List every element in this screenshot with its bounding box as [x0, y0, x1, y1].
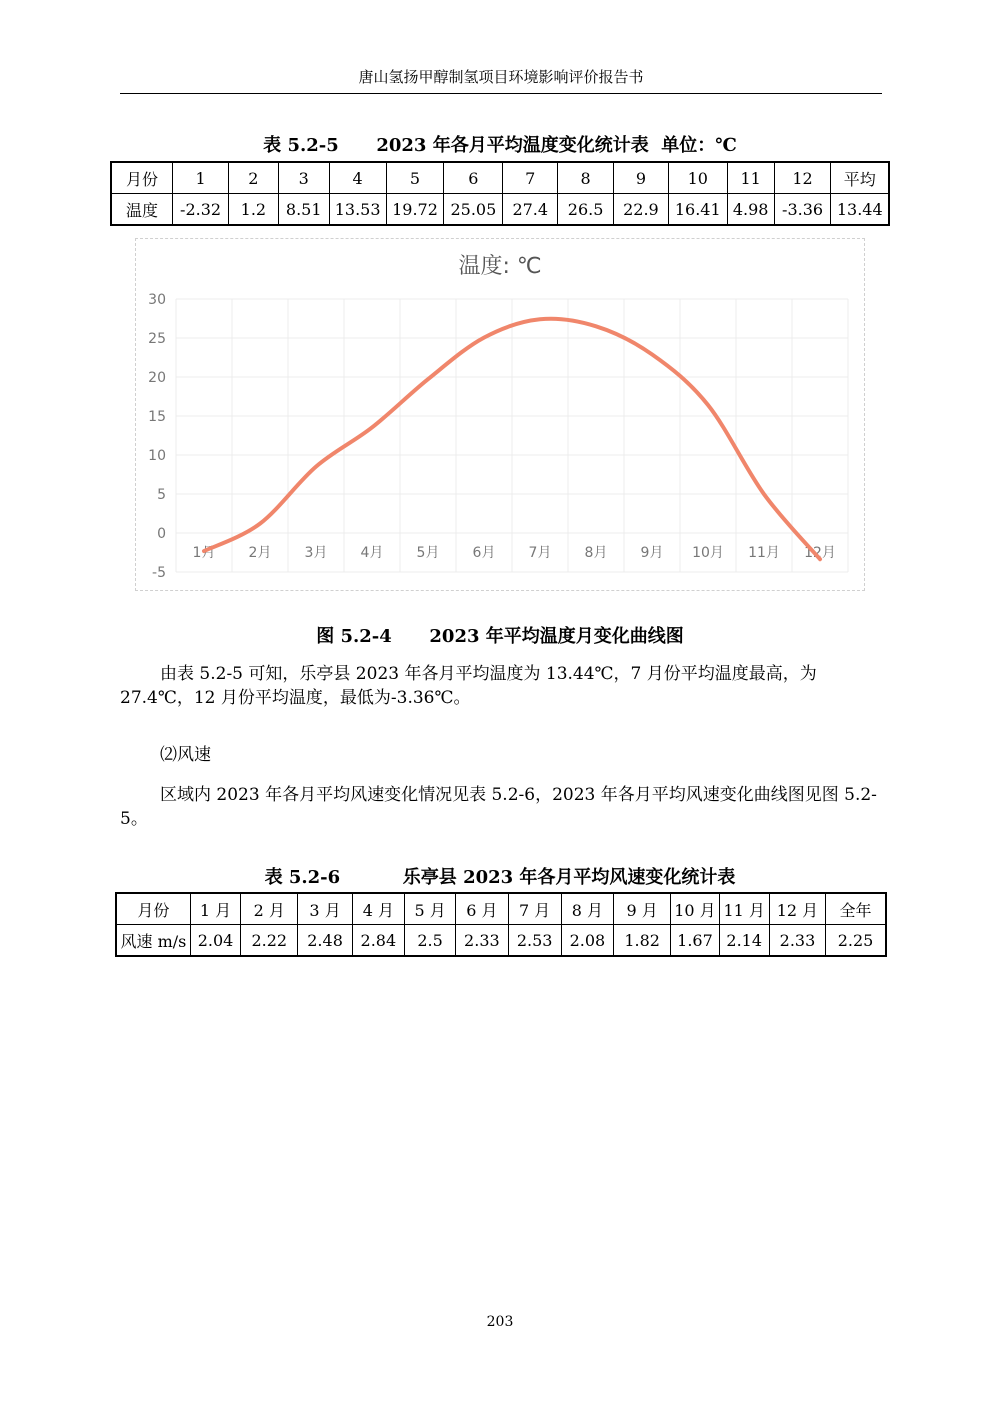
table-cell: 4	[329, 162, 386, 194]
x-tick-label: 2月	[248, 545, 272, 561]
table-cell: 5	[386, 162, 444, 194]
table-cell: 10 月	[671, 893, 719, 925]
table-cell: 7	[503, 162, 558, 194]
temperature-chart	[135, 238, 865, 591]
table-cell: 22.9	[614, 194, 669, 226]
table-cell: 2.53	[508, 925, 561, 957]
x-tick-label: 1月	[192, 545, 216, 561]
chart-title: 温度: ℃	[458, 254, 542, 279]
table-cell: 6 月	[456, 893, 508, 925]
table-cell: 11 月	[719, 893, 769, 925]
table-cell: 19.72	[386, 194, 444, 226]
x-tick-label: 7月	[528, 545, 552, 561]
table-cell: 2.08	[561, 925, 613, 957]
table-cell: 25.05	[444, 194, 503, 226]
x-tick-label: 5月	[416, 545, 440, 561]
temperature-table	[110, 161, 890, 226]
chart-grid	[176, 299, 848, 572]
x-tick-label: 10月	[692, 545, 724, 561]
table-cell: 2.22	[241, 925, 298, 957]
table-cell: 12 月	[769, 893, 825, 925]
x-tick-label: 12月	[804, 545, 836, 561]
page-number: 203	[486, 1314, 514, 1330]
table-cell: 8 月	[561, 893, 613, 925]
table-cell: 4.98	[727, 194, 774, 226]
table-cell: 4 月	[352, 893, 404, 925]
table-cell: 6	[444, 162, 503, 194]
y-tick-label: 0	[157, 526, 166, 542]
x-tick-label: 8月	[584, 545, 608, 561]
temperature-line-chart	[136, 239, 864, 590]
table-header-row	[111, 162, 889, 194]
table-cell: 全年	[826, 893, 886, 925]
paragraph-temperature-summary: 由表 5.2-5 可知，乐亭县 2023 年各月平均温度为 13.44℃，7 月份平均温度最高，为 27.4℃，12 月份平均温度，最低为-3.36℃。	[120, 664, 817, 708]
table-cell: 月份	[116, 893, 190, 925]
figure-caption: 图 5.2-4 2023 年平均温度月变化曲线图	[316, 626, 684, 647]
x-tick-label: 3月	[304, 545, 328, 561]
table-cell: 1.82	[614, 925, 671, 957]
table-caption-temperature: 表 5.2-5 2023 年各月平均温度变化统计表 单位：℃	[263, 135, 737, 156]
table-cell: 2.5	[404, 925, 455, 957]
y-tick-label: 5	[157, 487, 166, 503]
table-cell: 5 月	[404, 893, 455, 925]
y-tick-label: 15	[148, 409, 166, 425]
page-header-title: 唐山氢扬甲醇制氢项目环境影响评价报告书	[358, 68, 644, 86]
table-cell: 3	[278, 162, 329, 194]
table-cell: 1.2	[228, 194, 278, 226]
table-cell: 2.33	[456, 925, 508, 957]
table-cell: 1.67	[671, 925, 719, 957]
paragraph-wind-intro: 区域内 2023 年各月平均风速变化情况见表 5.2-6，2023 年各月平均风速变化曲线图见图 5.2-5。	[120, 785, 877, 829]
table-cell: 8	[558, 162, 614, 194]
table-cell: 10	[668, 162, 727, 194]
table-cell: 2.04	[190, 925, 240, 957]
y-tick-label: 25	[148, 331, 166, 347]
x-tick-label: 11月	[748, 545, 780, 561]
table-cell: 26.5	[558, 194, 614, 226]
table-cell: 风速 m/s	[116, 925, 190, 957]
table-cell: 2.33	[769, 925, 825, 957]
table-header-row	[116, 893, 886, 925]
table-cell: 1	[173, 162, 229, 194]
table-cell: 1 月	[190, 893, 240, 925]
table-cell: 2	[228, 162, 278, 194]
table-caption-wind: 表 5.2-6 乐亭县 2023 年各月平均风速变化统计表	[264, 867, 736, 888]
y-tick-label: -5	[152, 565, 166, 581]
table-cell: 7 月	[508, 893, 561, 925]
table-cell: 16.41	[668, 194, 727, 226]
table-cell: 13.53	[329, 194, 386, 226]
x-tick-label: 9月	[640, 545, 664, 561]
x-tick-label: 6月	[472, 545, 496, 561]
table-cell: 13.44	[831, 194, 889, 226]
y-tick-label: 30	[148, 292, 166, 308]
table-cell: 12	[774, 162, 831, 194]
table-cell: 2.48	[298, 925, 352, 957]
table-cell: 温度	[111, 194, 173, 226]
table-cell: 8.51	[278, 194, 329, 226]
header-divider	[120, 93, 882, 94]
table-cell: 月份	[111, 162, 173, 194]
table-cell: -3.36	[774, 194, 831, 226]
table-cell: 9	[614, 162, 669, 194]
wind-speed-table	[115, 892, 887, 957]
table-cell: -2.32	[173, 194, 229, 226]
table-row	[116, 925, 886, 957]
table-cell: 9 月	[614, 893, 671, 925]
table-cell: 2 月	[241, 893, 298, 925]
table-cell: 11	[727, 162, 774, 194]
table-cell: 27.4	[503, 194, 558, 226]
table-row	[111, 194, 889, 226]
y-tick-label: 20	[148, 370, 166, 386]
table-cell: 2.14	[719, 925, 769, 957]
section-heading-wind-speed: ⑵风速	[160, 745, 211, 765]
y-tick-label: 10	[148, 448, 166, 464]
table-cell: 3 月	[298, 893, 352, 925]
x-tick-label: 4月	[360, 545, 384, 561]
table-cell: 平均	[831, 162, 889, 194]
table-cell: 2.25	[826, 925, 886, 957]
table-cell: 2.84	[352, 925, 404, 957]
